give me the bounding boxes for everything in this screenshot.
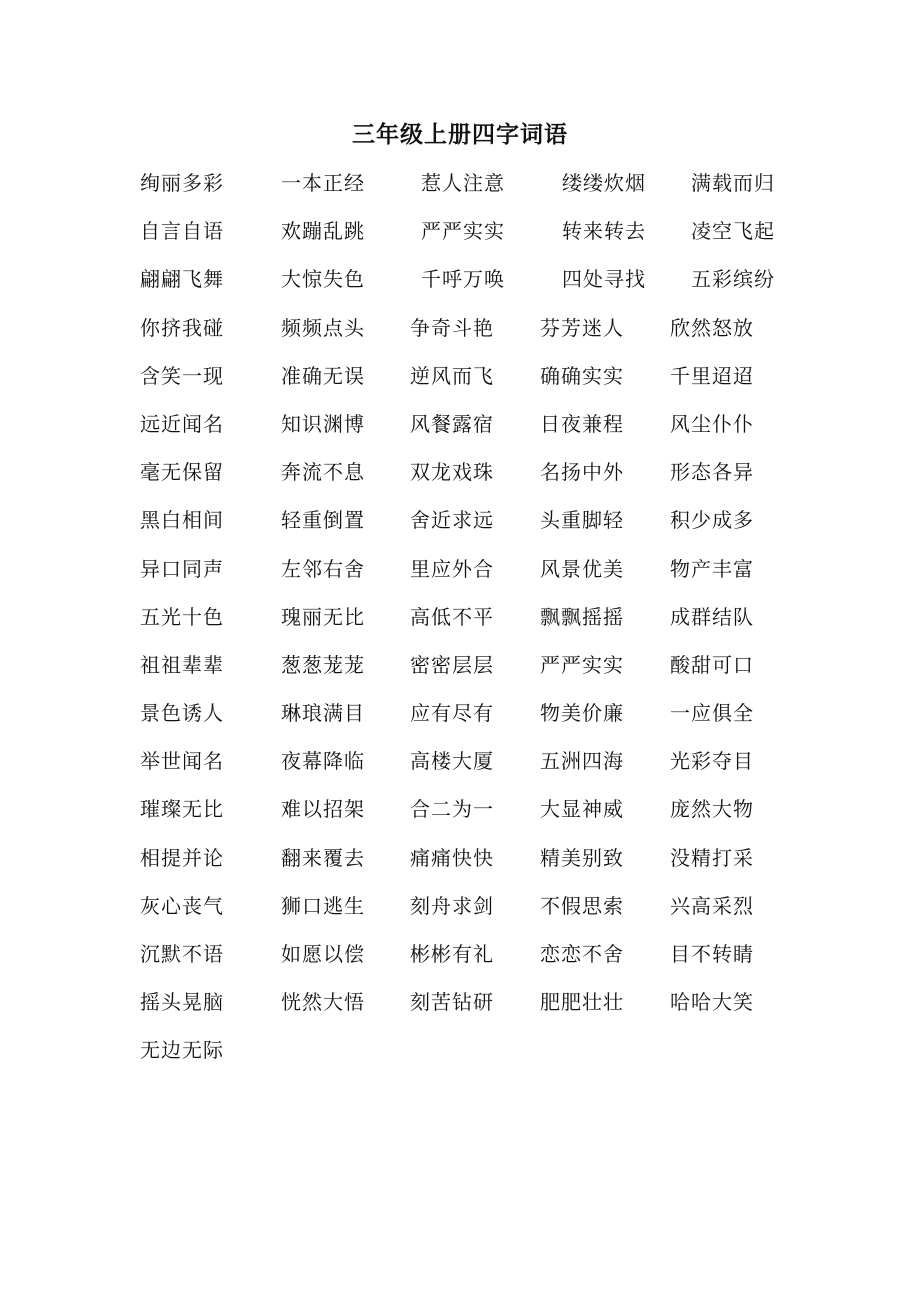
idiom-word: 绚丽多彩 xyxy=(140,171,224,195)
idiom-word: 兴高采烈 xyxy=(670,893,754,918)
idiom-word: 争奇斗艳 xyxy=(410,315,494,340)
idiom-word: 葱葱茏茏 xyxy=(281,652,365,677)
idiom-word: 精美别致 xyxy=(540,845,624,870)
idiom-word: 景色诱人 xyxy=(140,701,224,726)
idiom-word: 名扬中外 xyxy=(540,460,624,485)
idiom-word: 你挤我碰 xyxy=(140,315,224,340)
idiom-word: 如愿以偿 xyxy=(281,942,365,966)
idiom-word: 缕缕炊烟 xyxy=(562,171,646,195)
word-row xyxy=(0,648,920,696)
idiom-word: 肥肥壮壮 xyxy=(540,990,624,1015)
idiom-word: 一应俱全 xyxy=(670,701,754,726)
idiom-word: 风尘仆仆 xyxy=(670,411,754,436)
idiom-word: 左邻右舍 xyxy=(281,556,365,581)
idiom-word: 惹人注意 xyxy=(421,171,505,195)
word-row xyxy=(0,841,920,889)
idiom-word: 头重脚轻 xyxy=(540,508,624,533)
idiom-word: 应有尽有 xyxy=(410,701,494,726)
idiom-word: 日夜兼程 xyxy=(540,411,624,436)
idiom-word: 没精打采 xyxy=(670,845,754,870)
word-row xyxy=(0,359,920,407)
idiom-word: 刻苦钻研 xyxy=(410,990,494,1015)
word-row xyxy=(0,552,920,600)
idiom-word: 翻来覆去 xyxy=(281,845,365,870)
idiom-word: 积少成多 xyxy=(670,508,754,533)
idiom-word: 欣然怒放 xyxy=(670,315,754,340)
idiom-word: 一本正经 xyxy=(281,171,365,195)
word-row xyxy=(0,985,920,1033)
idiom-word: 风餐露宿 xyxy=(410,411,494,436)
idiom-word: 双龙戏珠 xyxy=(410,460,494,485)
idiom-word: 四处寻找 xyxy=(562,267,646,292)
idiom-word: 彬彬有礼 xyxy=(410,942,494,966)
word-row xyxy=(0,889,920,937)
idiom-word: 琳琅满目 xyxy=(281,701,365,726)
page-title: 三年级上册四字词语 xyxy=(352,121,568,148)
idiom-word: 确确实实 xyxy=(540,363,624,388)
idiom-word: 凌空飞起 xyxy=(691,219,775,244)
idiom-word: 里应外合 xyxy=(410,556,494,581)
word-row xyxy=(0,262,920,310)
idiom-word: 毫无保留 xyxy=(140,460,224,485)
idiom-word: 夜幕降临 xyxy=(281,749,365,774)
idiom-word: 相提并论 xyxy=(140,845,224,870)
idiom-word: 准确无误 xyxy=(281,363,365,388)
idiom-word: 摇头晃脑 xyxy=(140,990,224,1015)
word-row xyxy=(0,214,920,262)
word-row xyxy=(0,696,920,744)
idiom-word: 灰心丧气 xyxy=(140,893,224,918)
idiom-word: 密密层层 xyxy=(410,652,494,677)
idiom-word: 沉默不语 xyxy=(140,942,224,966)
idiom-word: 目不转睛 xyxy=(670,942,754,966)
word-row xyxy=(0,166,920,214)
idiom-word: 合二为一 xyxy=(410,797,494,822)
word-row xyxy=(0,455,920,503)
idiom-word: 高低不平 xyxy=(410,604,494,629)
idiom-word: 远近闻名 xyxy=(140,411,224,436)
idiom-word: 舍近求远 xyxy=(410,508,494,533)
idiom-word: 无边无际 xyxy=(140,1038,224,1063)
word-row xyxy=(0,937,920,985)
idiom-word: 满载而归 xyxy=(691,171,775,195)
word-row xyxy=(0,503,920,551)
idiom-word: 频频点头 xyxy=(281,315,365,340)
idiom-word: 刻舟求剑 xyxy=(410,893,494,918)
idiom-word: 物美价廉 xyxy=(540,701,624,726)
idiom-word: 璀璨无比 xyxy=(140,797,224,822)
idiom-word: 知识渊博 xyxy=(281,411,365,436)
idiom-word: 光彩夺目 xyxy=(670,749,754,774)
word-row xyxy=(0,311,920,359)
idiom-word: 奔流不息 xyxy=(281,460,365,485)
idiom-word: 举世闻名 xyxy=(140,749,224,774)
idiom-word: 祖祖辈辈 xyxy=(140,652,224,677)
idiom-word: 五光十色 xyxy=(140,604,224,629)
idiom-word: 恍然大悟 xyxy=(281,990,365,1015)
idiom-word: 黑白相间 xyxy=(140,508,224,533)
idiom-word: 物产丰富 xyxy=(670,556,754,581)
idiom-word: 瑰丽无比 xyxy=(281,604,365,629)
word-row xyxy=(0,744,920,792)
idiom-word: 成群结队 xyxy=(670,604,754,629)
idiom-word: 高楼大厦 xyxy=(410,749,494,774)
idiom-word: 严严实实 xyxy=(540,652,624,677)
idiom-word: 逆风而飞 xyxy=(410,363,494,388)
idiom-word: 不假思索 xyxy=(540,893,624,918)
idiom-word: 大惊失色 xyxy=(281,267,365,292)
idiom-word: 五洲四海 xyxy=(540,749,624,774)
idiom-word: 飘飘摇摇 xyxy=(540,604,624,629)
word-list xyxy=(0,166,920,1082)
idiom-word: 五彩缤纷 xyxy=(691,267,775,292)
idiom-word: 酸甜可口 xyxy=(670,652,754,677)
idiom-word: 自言自语 xyxy=(140,219,224,244)
idiom-word: 大显神威 xyxy=(540,797,624,822)
idiom-word: 转来转去 xyxy=(562,219,646,244)
word-row xyxy=(0,1033,920,1081)
idiom-word: 含笑一现 xyxy=(140,363,224,388)
idiom-word: 狮口逃生 xyxy=(281,893,365,918)
idiom-word: 严严实实 xyxy=(421,219,505,244)
idiom-word: 异口同声 xyxy=(140,556,224,581)
idiom-word: 风景优美 xyxy=(540,556,624,581)
word-row xyxy=(0,792,920,840)
idiom-word: 哈哈大笑 xyxy=(670,990,754,1015)
idiom-word: 欢蹦乱跳 xyxy=(281,219,365,244)
idiom-word: 难以招架 xyxy=(281,797,365,822)
idiom-word: 形态各异 xyxy=(670,460,754,485)
idiom-word: 千里迢迢 xyxy=(670,363,754,388)
idiom-word: 轻重倒置 xyxy=(281,508,365,533)
word-row xyxy=(0,600,920,648)
word-row xyxy=(0,407,920,455)
idiom-word: 翩翩飞舞 xyxy=(140,267,224,292)
idiom-word: 痛痛快快 xyxy=(410,845,494,870)
idiom-word: 庞然大物 xyxy=(670,797,754,822)
idiom-word: 芬芳迷人 xyxy=(540,315,624,340)
idiom-word: 千呼万唤 xyxy=(421,267,505,292)
idiom-word: 恋恋不舍 xyxy=(540,942,624,966)
